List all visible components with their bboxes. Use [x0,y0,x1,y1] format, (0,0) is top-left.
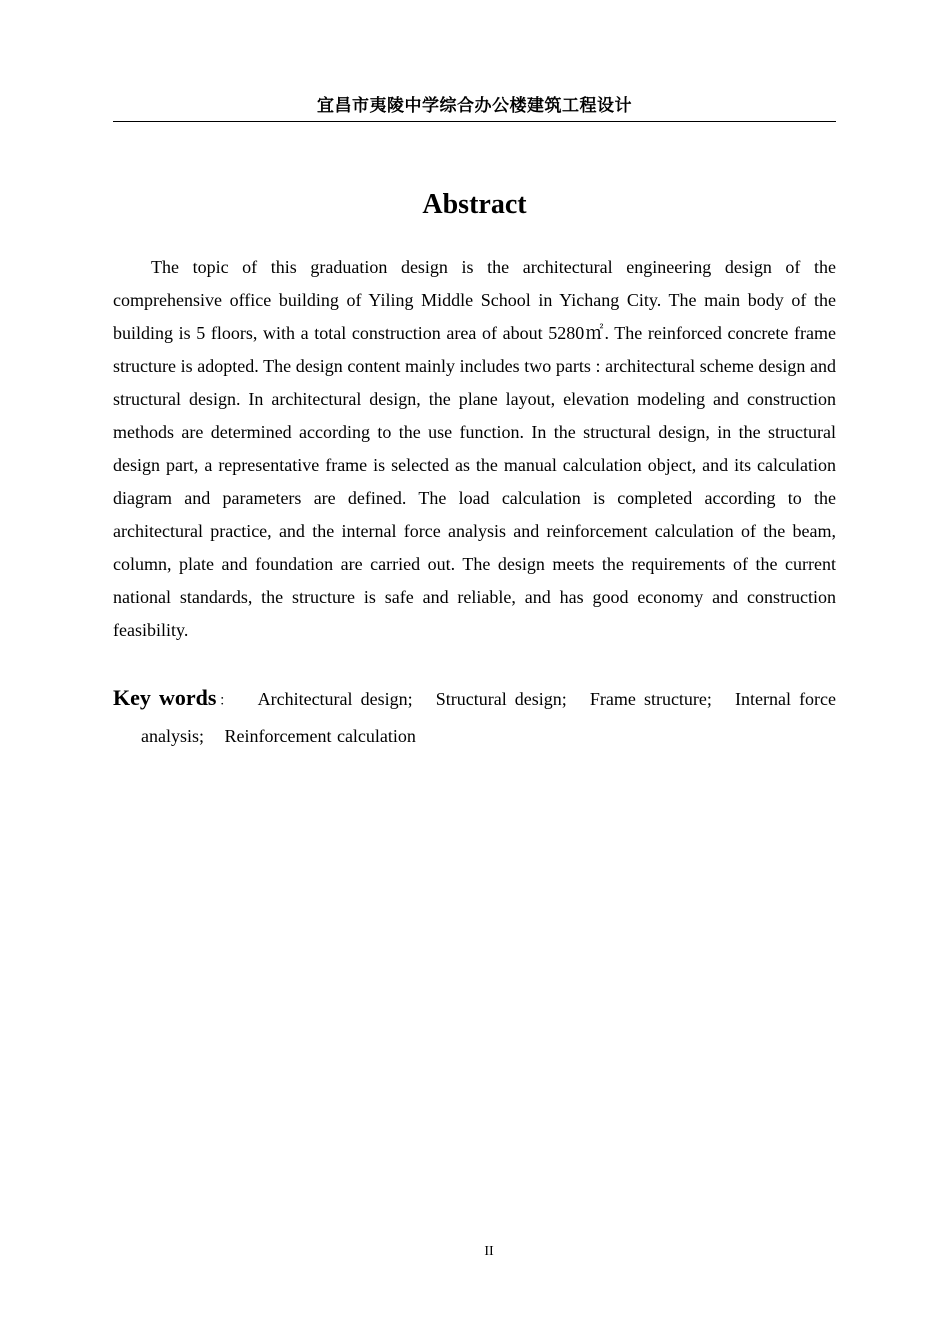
keyword-item: Architectural design; [257,689,413,709]
keyword-item: Frame structure; [589,689,712,709]
keywords-label: Key words [113,685,217,710]
abstract-title: Abstract [422,189,527,220]
running-header: 宜昌市夷陵中学综合办公楼建筑工程设计 [113,94,836,122]
keyword-item: Internal force analysis; [141,689,837,746]
keyword-item: Structural design; [435,689,567,709]
abstract-body: The topic of this graduation design is the architectural engineering design of the comprehensive office building of Yiling Middle School in Yichang City. The main body of the building is 5 floors, with a total construction area of about 5280㎡. The reinforced concrete frame structure is adopted. The design content mainly includes two parts : architectural scheme design and structural design. In architectural design, the plane layout, elevation modeling and construction methods are determined according to the use function. In the structural design, in the structural design part, a representative frame is selected as the manual calculation object, and its calculation diagram and parameters are defined. The load calculation is completed according to the architectural practice, and the internal force analysis and reinforcement calculation of the beam, column, plate and foundation are carried out. The design meets the requirements of the current national standards, the structure is safe and reliable, and has good economy and construction feasibility. [113,257,836,640]
keywords-paragraph [113,681,836,753]
keywords-colon: ： [216,694,236,709]
keyword-item: Reinforcement calculation [224,726,416,746]
page-number: II [484,1244,494,1259]
